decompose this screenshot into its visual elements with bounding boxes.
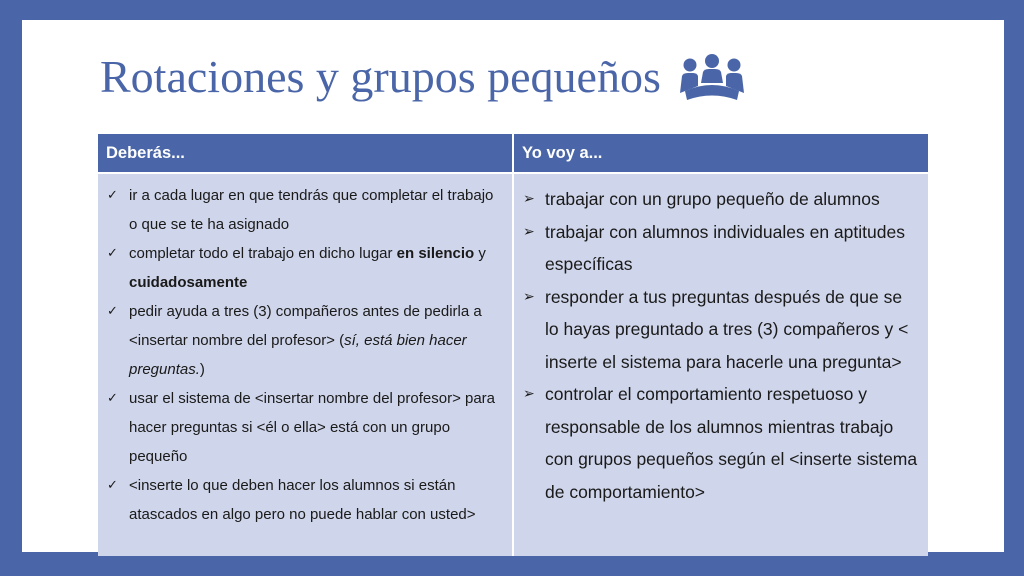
list-item-text: controlar el comportamiento respetuoso y responsable de los alumnos mientras trabajo con grupos pequeños según el <inserte sistema de comportamiento> bbox=[545, 384, 918, 502]
student-duties-list bbox=[99, 175, 511, 533]
arrowhead-icon: ➢ bbox=[523, 223, 535, 240]
list-item bbox=[523, 216, 919, 281]
slide-title bbox=[100, 50, 745, 103]
list-item-text: usar el sistema de <insertar nombre del profesor> para hacer preguntas si <él o ella> está con un grupo pequeño bbox=[129, 390, 496, 465]
slide bbox=[22, 20, 1004, 552]
list-item bbox=[523, 378, 919, 508]
slide-title-text: Rotaciones y grupos pequeños bbox=[100, 51, 661, 102]
list-item-text: trabajar con alumnos individuales en aptitudes específicas bbox=[545, 221, 905, 274]
teacher-duties-list bbox=[515, 175, 927, 512]
arrowhead-icon: ➢ bbox=[523, 288, 535, 305]
checkmark-icon: ✓ bbox=[107, 304, 118, 319]
list-item-text: trabajar con un grupo pequeño de alumnos bbox=[545, 189, 880, 209]
header-teacher: Yo voy a... bbox=[513, 134, 928, 173]
list-item-text: pedir ayuda a tres (3) compañeros antes de pedirla a <insertar nombre del profesor> (sí, está bien hacer preguntas.) bbox=[129, 303, 482, 378]
list-item-text: <inserte lo que deben hacer los alumnos si están atascados en algo pero no puede hablar con usted> bbox=[129, 477, 476, 523]
student-duties-cell bbox=[98, 173, 513, 556]
arrowhead-icon: ➢ bbox=[523, 191, 535, 207]
table-header-row bbox=[98, 134, 928, 173]
rotations-table bbox=[98, 134, 928, 556]
arrowhead-icon: ➢ bbox=[523, 386, 535, 402]
list-item-text: ir a cada lugar en que tendrás que completar el trabajo o que se te ha asignado bbox=[129, 187, 494, 233]
list-item bbox=[107, 239, 503, 297]
table-row bbox=[98, 173, 928, 556]
teacher-duties-cell bbox=[513, 173, 928, 556]
group-meeting-icon bbox=[679, 53, 745, 101]
list-item-text: responder a tus preguntas después de que se lo hayas preguntado a tres (3) compañeros y < inserte el sistema para hacerle una pregunta> bbox=[545, 286, 909, 372]
header-student: Deberás... bbox=[98, 134, 513, 173]
list-item bbox=[107, 181, 503, 239]
checkmark-icon: ✓ bbox=[107, 478, 118, 493]
list-item bbox=[107, 297, 503, 384]
list-item bbox=[107, 471, 503, 529]
list-item-text: completar todo el trabajo en dicho lugar en silencio y cuidadosamente bbox=[129, 245, 486, 291]
list-item bbox=[523, 183, 919, 216]
checkmark-icon: ✓ bbox=[107, 246, 118, 261]
checkmark-icon: ✓ bbox=[107, 391, 118, 406]
list-item bbox=[107, 384, 503, 471]
checkmark-icon: ✓ bbox=[107, 188, 118, 203]
list-item bbox=[523, 281, 919, 379]
